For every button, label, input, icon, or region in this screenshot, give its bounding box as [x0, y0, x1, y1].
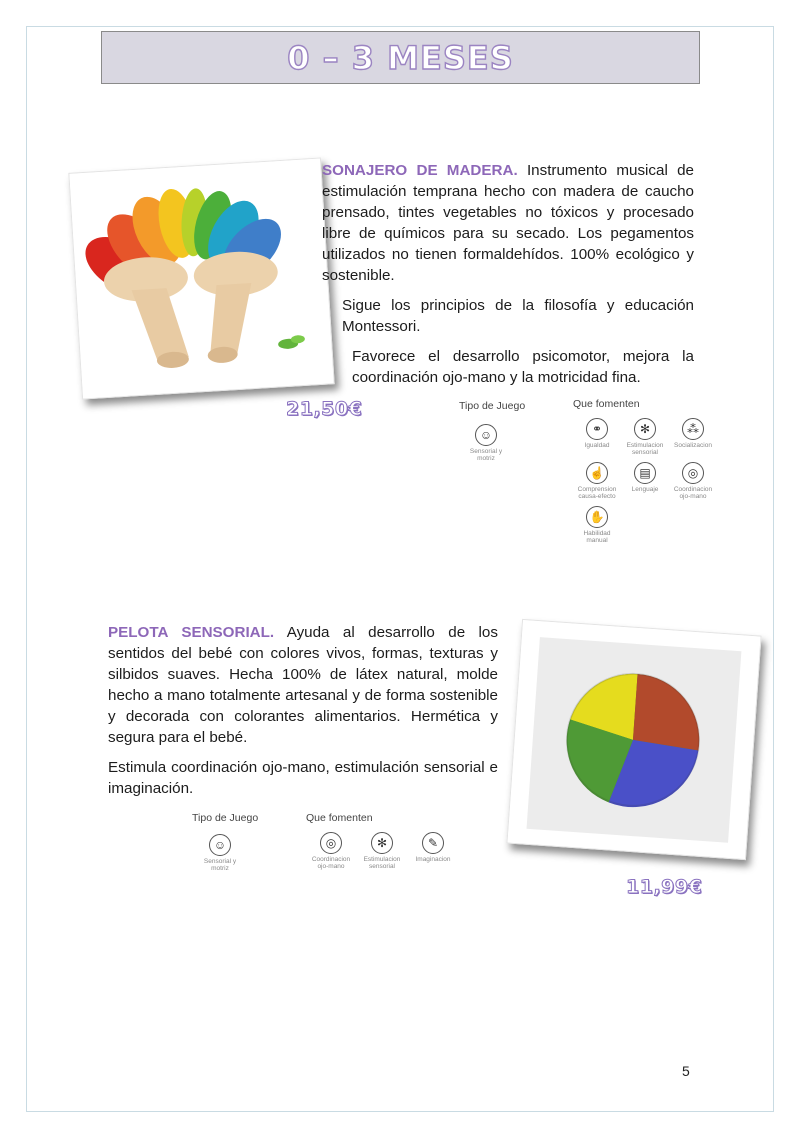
icon-label: Coordinacion ojo-mano: [673, 486, 713, 500]
running-figure-icon: ☺: [475, 424, 497, 446]
ball-name: PELOTA SENSORIAL.: [108, 624, 275, 641]
icon-label: Estimulacion sensorial: [363, 856, 401, 870]
icon-label: Imaginacion: [415, 856, 451, 863]
rattle-fomenta-causa-efecto: [574, 462, 620, 500]
icon-label: Estimulacion sensorial: [626, 442, 664, 456]
rattle-fomenta-igualdad: [574, 418, 620, 449]
rattle-fomenta-habilidad: [574, 506, 620, 544]
ball-tipo-heading: Tipo de Juego: [192, 812, 259, 824]
ball-description: [108, 622, 498, 808]
rattle-photo: [68, 157, 334, 399]
rattle-fomenta-socializacion: [670, 418, 716, 449]
ball-benefits: Estimula coordinación ojo-mano, estimulación sensorial e imaginación.: [108, 759, 498, 797]
rattle-fomenta-estimulacion: [622, 418, 668, 456]
ball-fomenten-heading: Que fomenten: [306, 812, 373, 824]
rattle-tipo-sensorial: [463, 424, 509, 462]
rattle-fomenta-lenguaje: [622, 462, 668, 493]
rattle-text: Instrumento musical de estimulación temprana hecho con madera de caucho prensado, tintes vegetables no tóxicos y procesado libre de químicos para su secado. Los pegamentos utilizados no tienen formaldehídos. 100% ecológico y sostenible.: [322, 162, 694, 284]
ball-photo: [506, 619, 761, 860]
ball-fomenta-imaginacion: [410, 832, 456, 863]
wooden-rattle-image: [69, 159, 333, 399]
sensory-stimulation-icon: ✻: [371, 832, 393, 854]
eye-hand-coordination-icon: ◎: [682, 462, 704, 484]
rattle-montessori: Sigue los principios de la filosofía y educación Montessori.: [342, 297, 694, 335]
icon-label: Lenguaje: [631, 486, 659, 493]
language-icon: ▤: [634, 462, 656, 484]
rattle-fomenten-heading: Que fomenten: [573, 398, 640, 410]
icon-label: Socializacion: [674, 442, 712, 449]
icon-label: Habilidad manual: [583, 530, 611, 544]
ball-text: Ayuda al desarrollo de los sentidos del bebé con colores vivos, formas, texturas y silbidos suaves. Hecha 100% de látex natural, molde hecho a mano totalmente artesanal y de forma sostenible y decorada con colorantes alimentarios. Hermética y segura para el bebé.: [108, 624, 498, 746]
rattle-benefits: Favorece el desarrollo psicomotor, mejora la coordinación ojo-mano y la motricidad fina.: [352, 348, 694, 386]
page-number: 5: [682, 1063, 690, 1079]
sensory-ball-image: [508, 620, 761, 859]
icon-label: Comprension causa-efecto: [577, 486, 617, 500]
icon-label: Igualdad: [584, 442, 610, 449]
rattle-tipo-heading: Tipo de Juego: [459, 400, 526, 412]
running-figure-icon: ☺: [209, 834, 231, 856]
equality-icon: ⚭: [586, 418, 608, 440]
ball-tipo-sensorial: [197, 834, 243, 872]
cause-effect-icon: ☝: [586, 462, 608, 484]
rattle-description: [322, 160, 694, 397]
rattle-name: SONAJERO DE MADERA.: [322, 162, 518, 179]
title-banner: [101, 31, 700, 84]
sensory-stimulation-icon: ✻: [634, 418, 656, 440]
ball-fomenta-ojo-mano: [308, 832, 354, 870]
eye-hand-coordination-icon: ◎: [320, 832, 342, 854]
ball-fomenta-estimulacion: [359, 832, 405, 870]
ball-price: 11,99€: [626, 876, 703, 898]
rattle-fomenta-ojo-mano: [670, 462, 716, 500]
page-title: 0 – 3 MESES: [287, 38, 514, 77]
rattle-price: 21,50€: [286, 398, 363, 420]
icon-label: Sensorial y motriz: [203, 858, 237, 872]
imagination-icon: ✎: [422, 832, 444, 854]
icon-label: Coordinacion ojo-mano: [311, 856, 351, 870]
socialization-icon: ⁂: [682, 418, 704, 440]
icon-label: Sensorial y motriz: [469, 448, 503, 462]
hand-icon: ✋: [586, 506, 608, 528]
